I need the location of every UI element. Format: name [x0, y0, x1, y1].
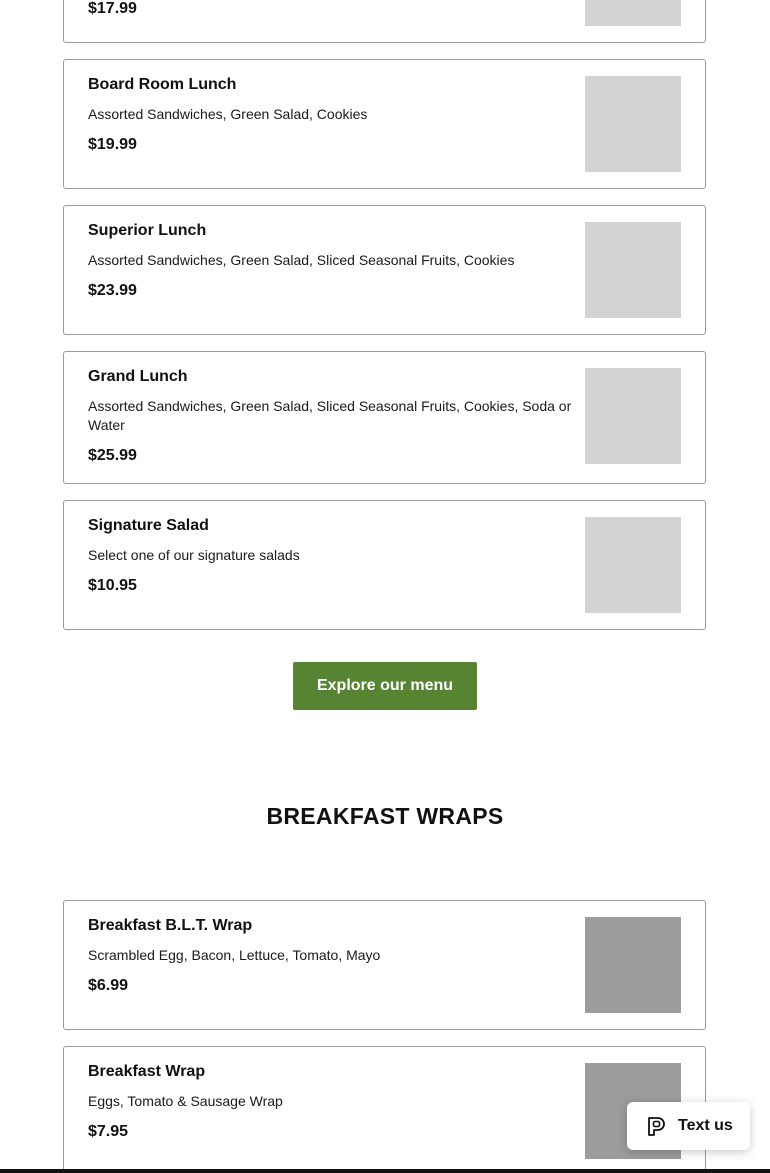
menu-item-description: Assorted Sandwiches, Green Salad, Sliced Seasonal Fruits, Cookies, Soda or Water — [88, 398, 572, 433]
menu-item-info — [88, 367, 574, 466]
menu-item-price: $19.99 — [88, 136, 137, 153]
chat-bubble-icon — [645, 1115, 667, 1137]
menu-item-title: Board Room Lunch — [88, 76, 237, 93]
menu-item-description: Select one of our signature salads — [88, 547, 300, 563]
menu-item-card[interactable] — [63, 351, 706, 484]
menu-item-title: Superior Lunch — [88, 222, 207, 239]
menu-item-info — [88, 916, 574, 996]
section-heading: BREAKFAST WRAPS — [266, 803, 504, 829]
menu-item-card[interactable] — [63, 59, 706, 189]
menu-item-card[interactable] — [63, 1046, 706, 1173]
menu-item-card[interactable] — [63, 900, 706, 1030]
menu-item-price: $6.99 — [88, 977, 129, 994]
menu-item-description: Assorted Sandwiches, Green Salad, Sliced Seasonal Fruits, Cookies — [88, 252, 515, 268]
menu-item-image — [585, 0, 681, 26]
menu-item-info — [88, 221, 574, 301]
menu-item-price: $17.99 — [88, 0, 137, 17]
menu-item-image — [585, 222, 681, 318]
menu-item-title: Breakfast Wrap — [88, 1063, 206, 1080]
menu-item-image — [585, 517, 681, 613]
menu-item-info — [88, 516, 574, 596]
menu-item-image — [585, 368, 681, 464]
menu-item-info — [88, 1062, 574, 1142]
menu-item-description: Eggs, Tomato & Sausage Wrap — [88, 1093, 283, 1109]
menu-item-image — [585, 917, 681, 1013]
bottom-bar — [0, 1169, 770, 1173]
menu-item-info — [88, 0, 574, 19]
menu-item-card[interactable] — [63, 500, 706, 630]
menu-item-description: Assorted Sandwiches, Green Salad, Cookies — [88, 106, 368, 122]
menu-item-description: Scrambled Egg, Bacon, Lettuce, Tomato, Mayo — [88, 947, 381, 963]
menu-item-title: Grand Lunch — [88, 368, 188, 385]
menu-item-price: $23.99 — [88, 282, 137, 299]
text-us-label: Text us — [678, 1117, 733, 1134]
menu-item-price: $10.95 — [88, 577, 137, 594]
menu-item-card[interactable] — [63, 205, 706, 335]
menu-item-title: Signature Salad — [88, 517, 209, 534]
menu-item-title: Breakfast B.L.T. Wrap — [88, 917, 253, 934]
menu-item-info — [88, 75, 574, 155]
text-us-button[interactable] — [627, 1102, 750, 1150]
menu-item-image — [585, 76, 681, 172]
menu-item-card[interactable] — [63, 0, 706, 43]
explore-menu-button[interactable]: Explore our menu — [293, 662, 477, 710]
menu-item-price: $25.99 — [88, 447, 137, 464]
menu-item-price: $7.95 — [88, 1123, 129, 1140]
